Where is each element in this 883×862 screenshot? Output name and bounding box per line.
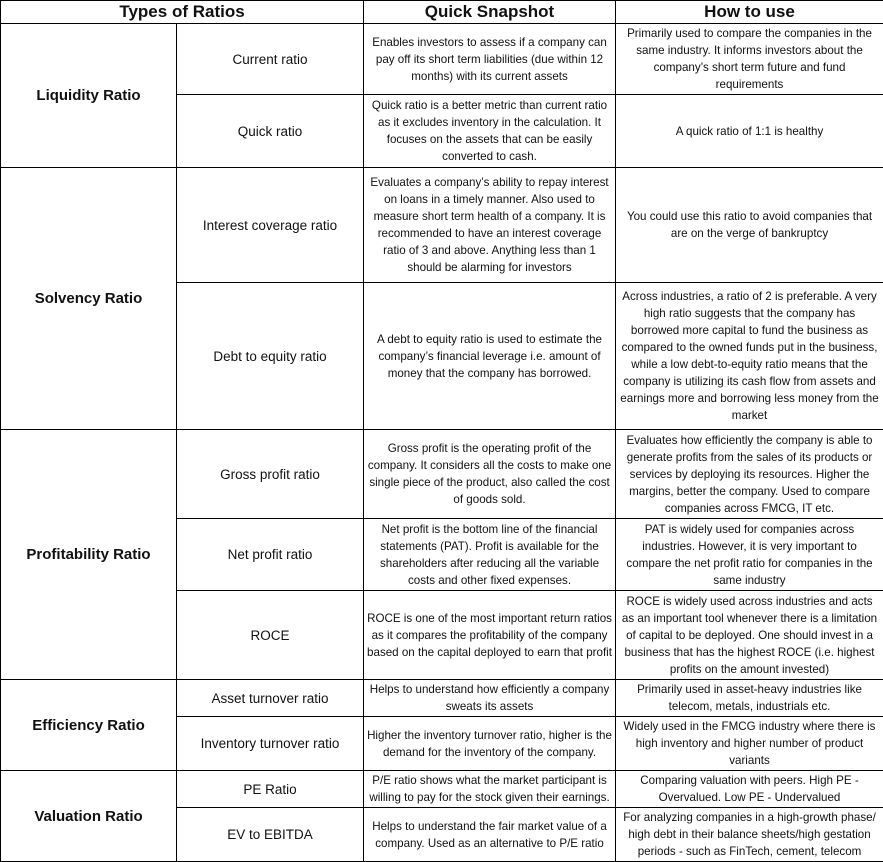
how-to-use-cell: Across industries, a ratio of 2 is preferable. A very high ratio suggests that the company has borrowed more capital to fund the business as compared to the owned funds put in the business, while a low debt-to-equity ratio means that the company is utilizing its cash flow from assets and earnings more and borrowing less money from the market — [616, 283, 883, 430]
snapshot-cell: Helps to understand the fair market value of a company. Used as an alternative to P/E ratio — [364, 808, 616, 862]
group-profitability-ratio: Profitability Ratio — [1, 430, 177, 680]
snapshot-cell: Gross profit is the operating profit of the company. It considers all the costs to make one single piece of the product, also called the cost of goods sold. — [364, 430, 616, 519]
table-row — [1, 24, 883, 95]
table-row — [1, 771, 883, 808]
ratio-name: Quick ratio — [177, 95, 364, 168]
table-row — [1, 168, 883, 283]
ratio-name: Interest coverage ratio — [177, 168, 364, 283]
how-to-use-cell: For analyzing companies in a high-growth phase/ high debt in their balance sheets/high gestation periods - such as FinTech, cement, telecom — [616, 808, 883, 862]
snapshot-cell: Net profit is the bottom line of the financial statements (PAT). Profit is available for the shareholders after reducing all the variable costs and other fixed expenses. — [364, 519, 616, 591]
header-how-to-use: How to use — [616, 1, 883, 24]
snapshot-cell: Evaluates a company’s ability to repay interest on loans in a timely manner. Also used to measure short term health of a company. It is recommended to have an interest coverage ratio of 3 and above. Anything less than 1 should be alarming for investors — [364, 168, 616, 283]
table-row — [1, 430, 883, 519]
ratio-name: Debt to equity ratio — [177, 283, 364, 430]
ratio-name: Net profit ratio — [177, 519, 364, 591]
snapshot-cell: ROCE is one of the most important return ratios as it compares the profitability of the company based on the capital deployed to earn that profit — [364, 591, 616, 680]
how-to-use-cell: Widely used in the FMCG industry where there is high inventory and higher number of product variants — [616, 717, 883, 771]
how-to-use-cell: Primarily used in asset-heavy industries like telecom, metals, industrials etc. — [616, 680, 883, 717]
how-to-use-cell: ROCE is widely used across industries and acts as an important tool whenever there is a limitation of capital to be deployed. One should invest in a business that has the highest ROCE (i.e. highest profits on the amount invested) — [616, 591, 883, 680]
ratio-name: Inventory turnover ratio — [177, 717, 364, 771]
group-liquidity-ratio: Liquidity Ratio — [1, 24, 177, 168]
how-to-use-cell: Primarily used to compare the companies in the same industry. It informs investors about the company’s short term future and fund requirements — [616, 24, 883, 95]
how-to-use-cell: Comparing valuation with peers. High PE - Overvalued. Low PE - Undervalued — [616, 771, 883, 808]
how-to-use-cell: Evaluates how efficiently the company is able to generate profits from the sales of its products or services by deploying its resources. Higher the margins, better the company. Used to compare companies across FMCG, IT etc. — [616, 430, 883, 519]
how-to-use-cell: A quick ratio of 1:1 is healthy — [616, 95, 883, 168]
how-to-use-cell: PAT is widely used for companies across industries. However, it is very important to compare the net profit ratio for companies in the same industry — [616, 519, 883, 591]
group-valuation-ratio: Valuation Ratio — [1, 771, 177, 862]
snapshot-cell: Quick ratio is a better metric than current ratio as it excludes inventory in the calculation. It focuses on the assets that can be easily converted to cash. — [364, 95, 616, 168]
ratio-name: Current ratio — [177, 24, 364, 95]
snapshot-cell: Higher the inventory turnover ratio, higher is the demand for the inventory of the company. — [364, 717, 616, 771]
ratio-name: EV to EBITDA — [177, 808, 364, 862]
header-row — [1, 1, 883, 24]
snapshot-cell: Helps to understand how efficiently a company sweats its assets — [364, 680, 616, 717]
group-efficiency-ratio: Efficiency Ratio — [1, 680, 177, 771]
table-row — [1, 680, 883, 717]
snapshot-cell: P/E ratio shows what the market participant is willing to pay for the stock given their earnings. — [364, 771, 616, 808]
snapshot-cell: Enables investors to assess if a company can pay off its short term liabilities (due within 12 months) with its current assets — [364, 24, 616, 95]
header-quick-snapshot: Quick Snapshot — [364, 1, 616, 24]
header-types-of-ratios: Types of Ratios — [1, 1, 364, 24]
ratio-name: ROCE — [177, 591, 364, 680]
how-to-use-cell: You could use this ratio to avoid companies that are on the verge of bankruptcy — [616, 168, 883, 283]
snapshot-cell: A debt to equity ratio is used to estimate the company’s financial leverage i.e. amount of money that the company has borrowed. — [364, 283, 616, 430]
group-solvency-ratio: Solvency Ratio — [1, 168, 177, 430]
ratio-name: Gross profit ratio — [177, 430, 364, 519]
ratio-name: Asset turnover ratio — [177, 680, 364, 717]
ratio-name: PE Ratio — [177, 771, 364, 808]
